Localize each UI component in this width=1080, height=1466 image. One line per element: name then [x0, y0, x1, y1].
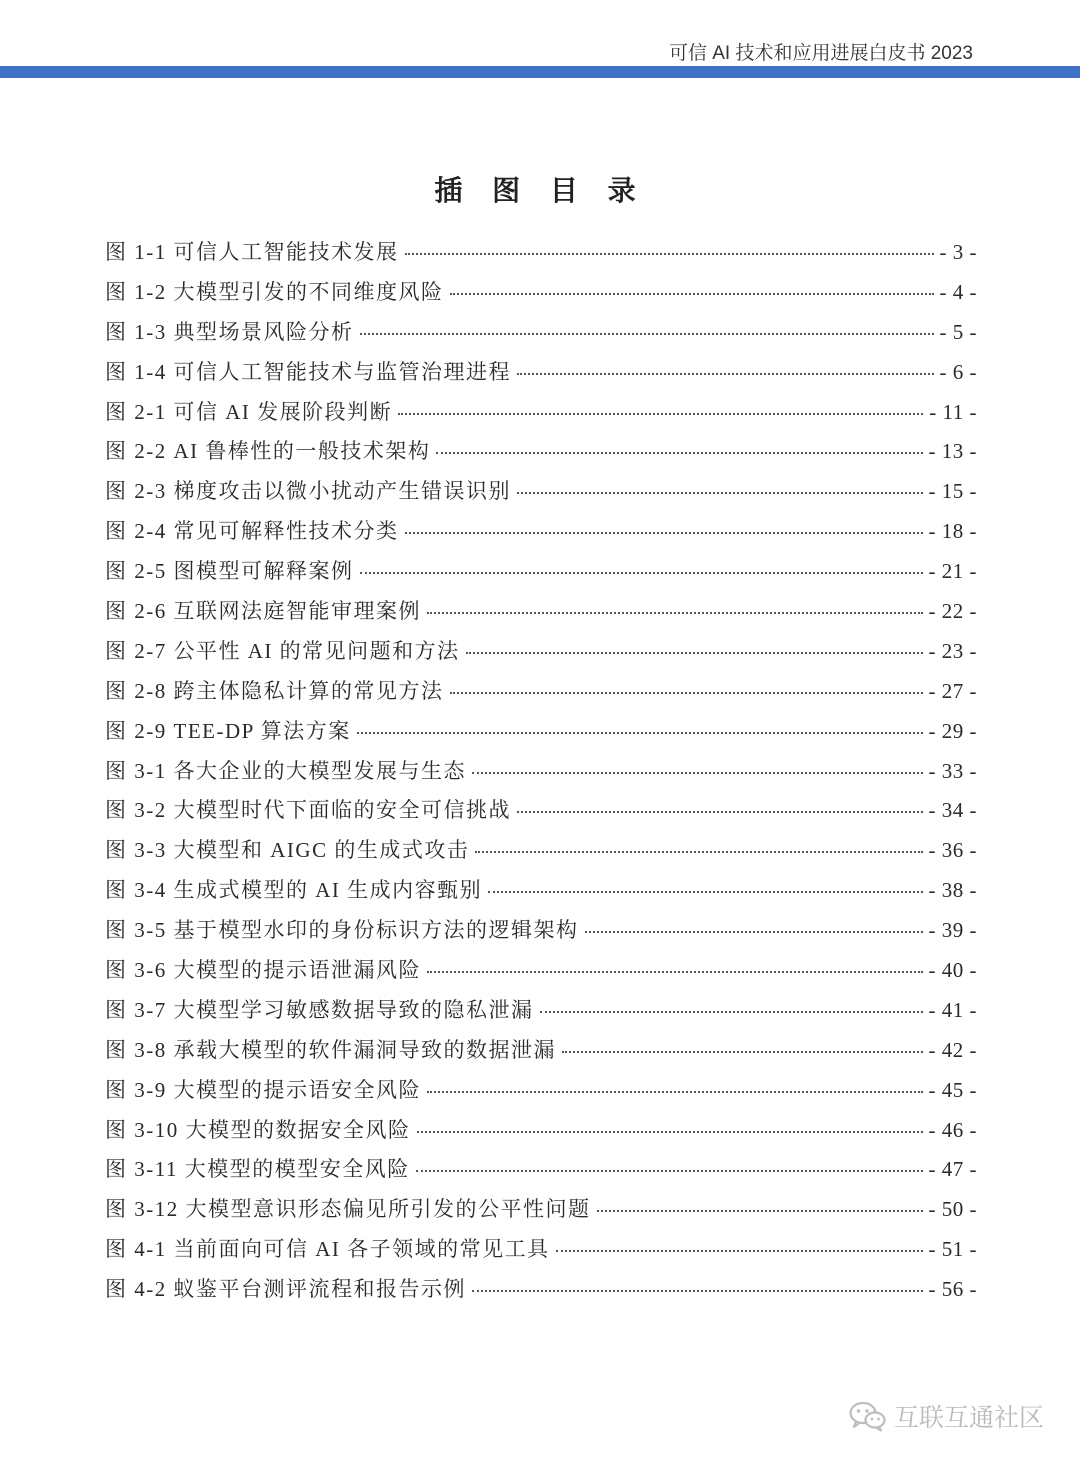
dot-leader	[540, 1011, 923, 1013]
dot-leader	[597, 1210, 923, 1212]
wechat-icon	[848, 1400, 886, 1432]
toc-entry-label: 图 4-2 蚁鉴平台测评流程和报告示例	[105, 1277, 466, 1302]
toc-entry-label: 图 3-10 大模型的数据安全风险	[105, 1117, 411, 1142]
toc-entry[interactable]	[105, 356, 977, 396]
toc-entry[interactable]	[105, 1193, 977, 1233]
toc-entry-label: 图 1-4 可信人工智能技术与监管治理进程	[105, 359, 511, 384]
toc-entry[interactable]	[105, 1273, 977, 1313]
toc-entry-page: - 13 -	[928, 439, 977, 464]
toc-entry-page: - 23 -	[928, 638, 977, 663]
figure-list	[105, 236, 977, 1313]
dot-leader	[472, 1290, 923, 1292]
toc-entry-label: 图 2-9 TEE-DP 算法方案	[105, 718, 351, 743]
toc-entry[interactable]	[105, 834, 977, 874]
toc-entry[interactable]	[105, 635, 977, 675]
dot-leader	[488, 891, 922, 893]
toc-entry-page: - 50 -	[928, 1197, 977, 1222]
toc-entry-label: 图 2-4 常见可解释性技术分类	[105, 519, 399, 544]
toc-entry-label: 图 2-7 公平性 AI 的常见问题和方法	[105, 638, 460, 663]
toc-entry-page: - 18 -	[928, 519, 977, 544]
dot-leader	[360, 572, 923, 574]
toc-entry-page: - 51 -	[928, 1237, 977, 1262]
toc-entry-page: - 4 -	[939, 279, 977, 304]
toc-entry-label: 图 2-2 AI 鲁棒性的一般技术架构	[105, 439, 431, 464]
toc-entry-label: 图 1-2 大模型引发的不同维度风险	[105, 279, 444, 304]
running-header-title: 可信 AI 技术和应用进展白皮书 2023	[668, 43, 973, 64]
toc-entry-page: - 56 -	[928, 1277, 977, 1302]
toc-entry-label: 图 2-6 互联网法庭智能审理案例	[105, 599, 421, 624]
toc-entry-label: 图 3-7 大模型学习敏感数据导致的隐私泄漏	[105, 997, 534, 1022]
toc-entry-page: - 3 -	[939, 240, 977, 264]
toc-entry[interactable]	[105, 316, 977, 356]
dot-leader	[416, 1170, 923, 1172]
toc-entry-label: 图 3-3 大模型和 AIGC 的生成式攻击	[105, 838, 470, 863]
toc-entry-page: - 36 -	[928, 838, 977, 863]
toc-entry-label: 图 2-1 可信 AI 发展阶段判断	[105, 399, 393, 424]
toc-entry[interactable]	[105, 914, 977, 954]
toc-entry-page: - 6 -	[939, 359, 977, 384]
toc-entry-page: - 38 -	[928, 878, 977, 903]
dot-leader	[562, 1051, 923, 1053]
toc-entry[interactable]	[105, 1114, 977, 1154]
dot-leader	[450, 692, 923, 694]
toc-entry-label: 图 4-1 当前面向可信 AI 各子领域的常见工具	[105, 1237, 550, 1262]
dot-leader	[517, 811, 923, 813]
dot-leader	[466, 652, 923, 654]
dot-leader	[427, 1091, 923, 1093]
toc-entry-label: 图 3-1 各大企业的大模型发展与生态	[105, 758, 466, 783]
toc-entry[interactable]	[105, 715, 977, 755]
dot-leader	[475, 851, 922, 853]
toc-entry[interactable]	[105, 1034, 977, 1074]
toc-entry-label: 图 2-5 图模型可解释案例	[105, 559, 354, 584]
dot-leader	[405, 532, 923, 534]
toc-entry-label: 图 3-5 基于模型水印的身份标识方法的逻辑架构	[105, 918, 579, 943]
dot-leader	[360, 333, 934, 335]
toc-entry-page: - 45 -	[928, 1077, 977, 1102]
page-title: 插 图 目 录	[434, 173, 646, 207]
dot-leader	[472, 772, 923, 774]
header-accent-bar	[0, 66, 1080, 78]
toc-entry-page: - 42 -	[928, 1037, 977, 1062]
toc-entry-page: - 21 -	[928, 559, 977, 584]
toc-entry-label: 图 1-3 典型场景风险分析	[105, 319, 354, 344]
toc-entry-page: - 47 -	[928, 1157, 977, 1182]
toc-entry-page: - 11 -	[929, 399, 977, 424]
toc-entry-label: 图 3-8 承载大模型的软件漏洞导致的数据泄漏	[105, 1037, 556, 1062]
toc-entry[interactable]	[105, 794, 977, 834]
toc-entry-page: - 22 -	[928, 599, 977, 624]
toc-entry[interactable]	[105, 755, 977, 795]
toc-entry-label: 图 3-2 大模型时代下面临的安全可信挑战	[105, 798, 511, 823]
toc-entry[interactable]	[105, 994, 977, 1034]
toc-entry[interactable]	[105, 515, 977, 555]
toc-entry-page: - 27 -	[928, 678, 977, 703]
toc-entry-label: 图 3-12 大模型意识形态偏见所引发的公平性问题	[105, 1197, 591, 1222]
toc-entry[interactable]	[105, 595, 977, 635]
toc-entry-page: - 46 -	[928, 1117, 977, 1142]
dot-leader	[436, 452, 922, 454]
toc-entry-page: - 41 -	[928, 997, 977, 1022]
dot-leader	[585, 931, 923, 933]
dot-leader	[427, 971, 923, 973]
toc-entry[interactable]	[105, 276, 977, 316]
toc-entry[interactable]	[105, 435, 977, 475]
dot-leader	[357, 732, 923, 734]
toc-entry[interactable]	[105, 475, 977, 515]
toc-entry[interactable]	[105, 1074, 977, 1114]
toc-entry[interactable]	[105, 954, 977, 994]
toc-entry-label: 图 3-4 生成式模型的 AI 生成内容甄别	[105, 878, 483, 903]
dot-leader	[398, 413, 923, 415]
toc-entry-label: 图 3-9 大模型的提示语安全风险	[105, 1077, 421, 1102]
dot-leader	[405, 253, 934, 255]
toc-entry[interactable]	[105, 675, 977, 715]
toc-entry[interactable]	[105, 555, 977, 595]
dot-leader	[417, 1131, 923, 1133]
dot-leader	[517, 492, 923, 494]
toc-entry-page: - 15 -	[928, 479, 977, 504]
toc-entry-page: - 33 -	[928, 758, 977, 783]
dot-leader	[556, 1250, 923, 1252]
toc-entry[interactable]	[105, 236, 977, 276]
toc-entry-page: - 29 -	[928, 718, 977, 743]
dot-leader	[517, 373, 934, 375]
toc-entry-label: 图 2-8 跨主体隐私计算的常见方法	[105, 678, 444, 703]
source-watermark	[848, 1398, 1044, 1434]
toc-entry-page: - 39 -	[928, 918, 977, 943]
toc-entry-label: 图 3-11 大模型的模型安全风险	[105, 1157, 410, 1182]
dot-leader	[450, 293, 934, 295]
watermark-text: 互联互通社区	[893, 1403, 1044, 1432]
toc-entry-page: - 34 -	[928, 798, 977, 823]
toc-entry-label: 图 3-6 大模型的提示语泄漏风险	[105, 958, 421, 983]
toc-entry-label: 图 1-1 可信人工智能技术发展	[105, 240, 399, 264]
toc-entry[interactable]	[105, 1233, 977, 1273]
dot-leader	[427, 612, 923, 614]
toc-entry[interactable]	[105, 1153, 977, 1193]
toc-entry[interactable]	[105, 874, 977, 914]
toc-entry-page: - 5 -	[939, 319, 977, 344]
toc-entry-label: 图 2-3 梯度攻击以微小扰动产生错误识别	[105, 479, 511, 504]
toc-entry-page: - 40 -	[928, 958, 977, 983]
toc-entry[interactable]	[105, 396, 977, 436]
